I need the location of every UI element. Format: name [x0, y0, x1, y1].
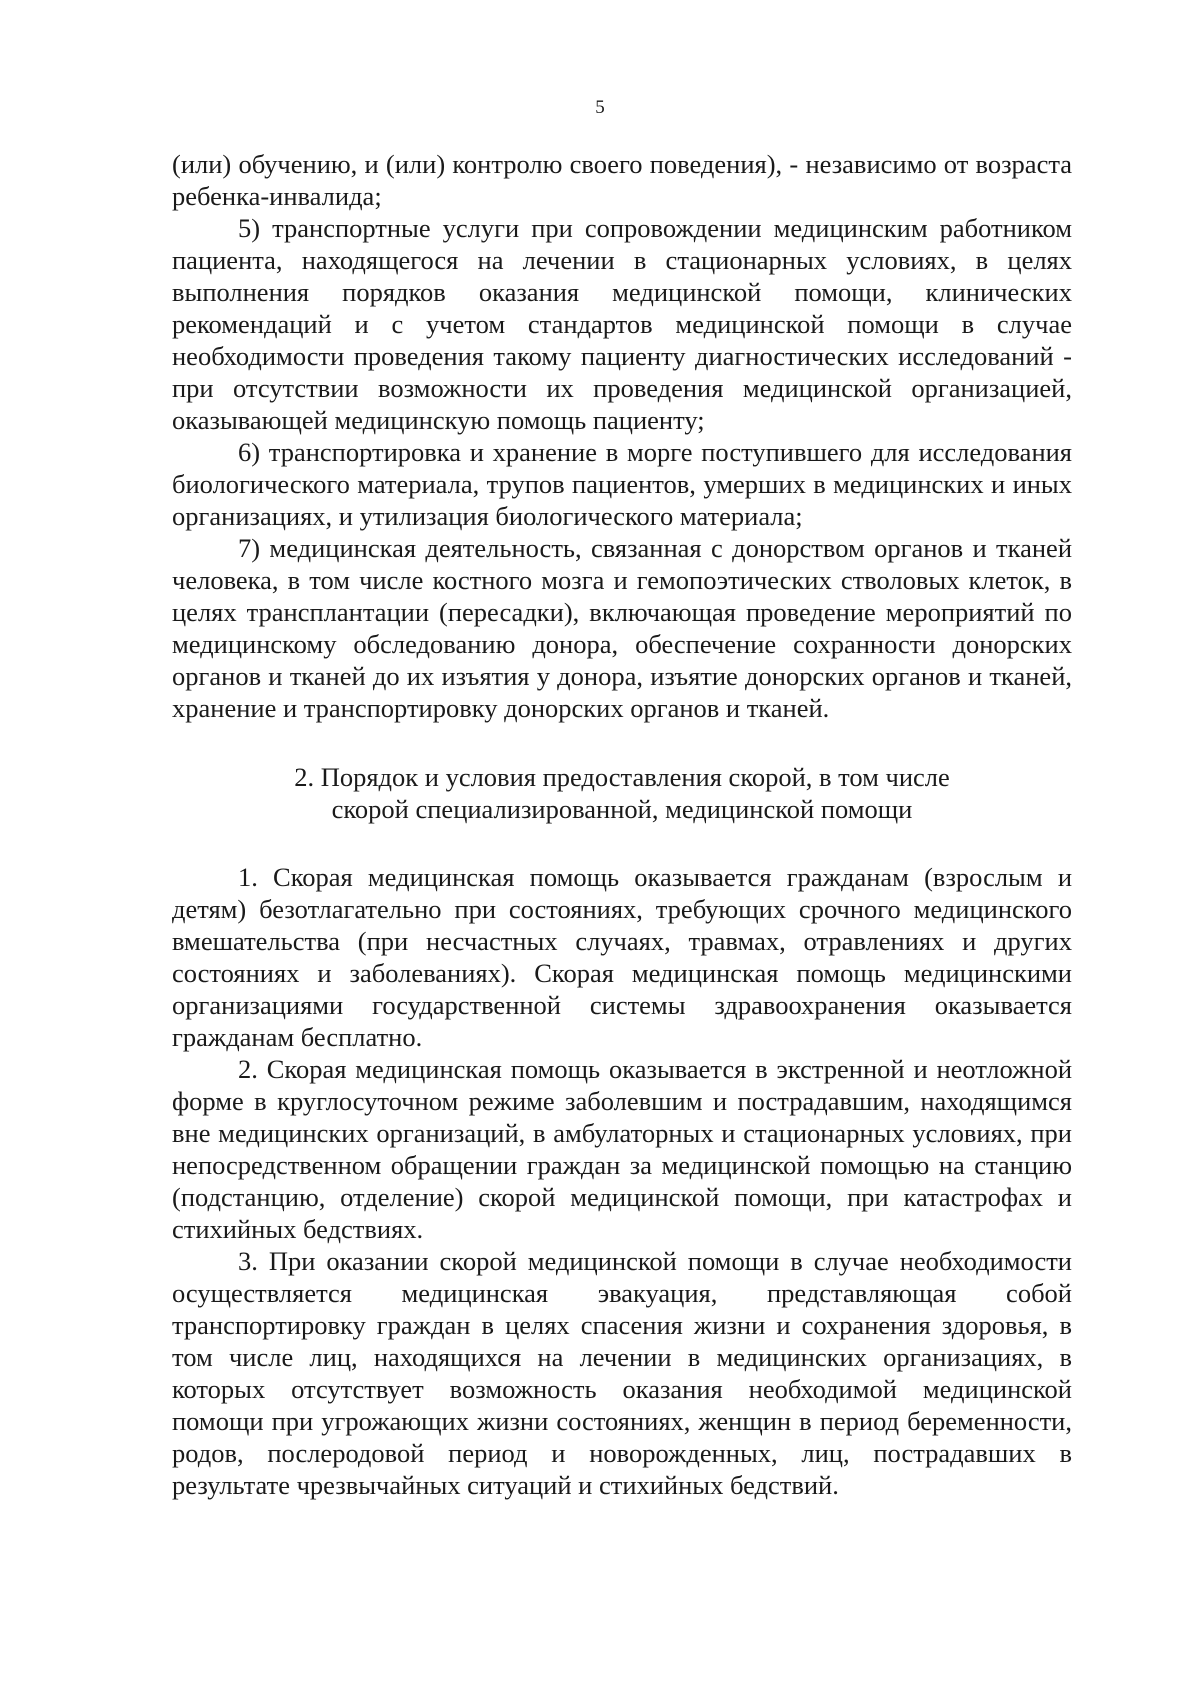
paragraph-continuation: (или) обучению, и (или) контролю своего поведения), - независимо от возраста ребенка-инвалида; — [172, 149, 1072, 211]
section-heading-line-2: скорой специализированной, медицинской помощи — [331, 794, 913, 824]
section-heading-line-1: 2. Порядок и условия предоставления скорой, в том числе — [294, 762, 950, 792]
paragraph-point-1: 1. Скорая медицинская помощь оказывается гражданам (взрослым и детям) безотлагательно при состояниях, требующих срочного медицинского вмешательства (при несчастных случаях, травмах, отравлениях и других состояниях и заболеваниях). Скорая медицинская помощь медицинскими организациями государственной системы здравоохранения оказывается гражданам бесплатно. — [172, 862, 1072, 1052]
paragraph-point-3: 3. При оказании скорой медицинской помощи в случае необходимости осуществляется медицинская эвакуация, представляющая собой транспортировку граждан в целях спасения жизни и сохранения здоровья, в том числе лиц, находящихся на лечении в медицинских организациях, в которых отсутствует возможность оказания необходимой медицинской помощи при угрожающих жизни состояниях, женщин в период беременности, родов, послеродовой период и новорожденных, лиц, пострадавших в результате чрезвычайных ситуаций и стихийных бедствий. — [172, 1246, 1072, 1500]
paragraph-item-5: 5) транспортные услуги при сопровождении медицинским работником пациента, находящегося на лечении в стационарных условиях, в целях выполнения порядков оказания медицинской помощи, клинических рекомендаций и с учетом стандартов медицинской помощи в случае необходимости проведения такому пациенту диагностических исследований - при отсутствии возможности их проведения медицинской организацией, оказывающей медицинскую помощь пациенту; — [172, 213, 1072, 435]
page-number: 5 — [595, 97, 605, 118]
section-heading — [172, 761, 1072, 825]
paragraph-point-2: 2. Скорая медицинская помощь оказывается в экстренной и неотложной форме в круглосуточном режиме заболевшим и пострадавшим, находящимся вне медицинских организаций, в амбулаторных и стационарных условиях, при непосредственном обращении граждан за медицинской помощью на станцию (подстанцию, отделение) скорой медицинской помощи, при катастрофах и стихийных бедствиях. — [172, 1054, 1072, 1244]
paragraph-item-6: 6) транспортировка и хранение в морге поступившего для исследования биологического материала, трупов пациентов, умерших в медицинских и иных организациях, и утилизация биологического материала; — [172, 437, 1072, 531]
paragraph-item-7: 7) медицинская деятельность, связанная с донорством органов и тканей человека, в том числе костного мозга и гемопоэтических стволовых клеток, в целях трансплантации (пересадки), включающая проведение мероприятий по медицинскому обследованию донора, обеспечение сохранности донорских органов и тканей до их изъятия у донора, изъятие донорских органов и тканей, хранение и транспортировку донорских органов и тканей. — [172, 533, 1072, 723]
document-body — [172, 148, 1072, 1501]
